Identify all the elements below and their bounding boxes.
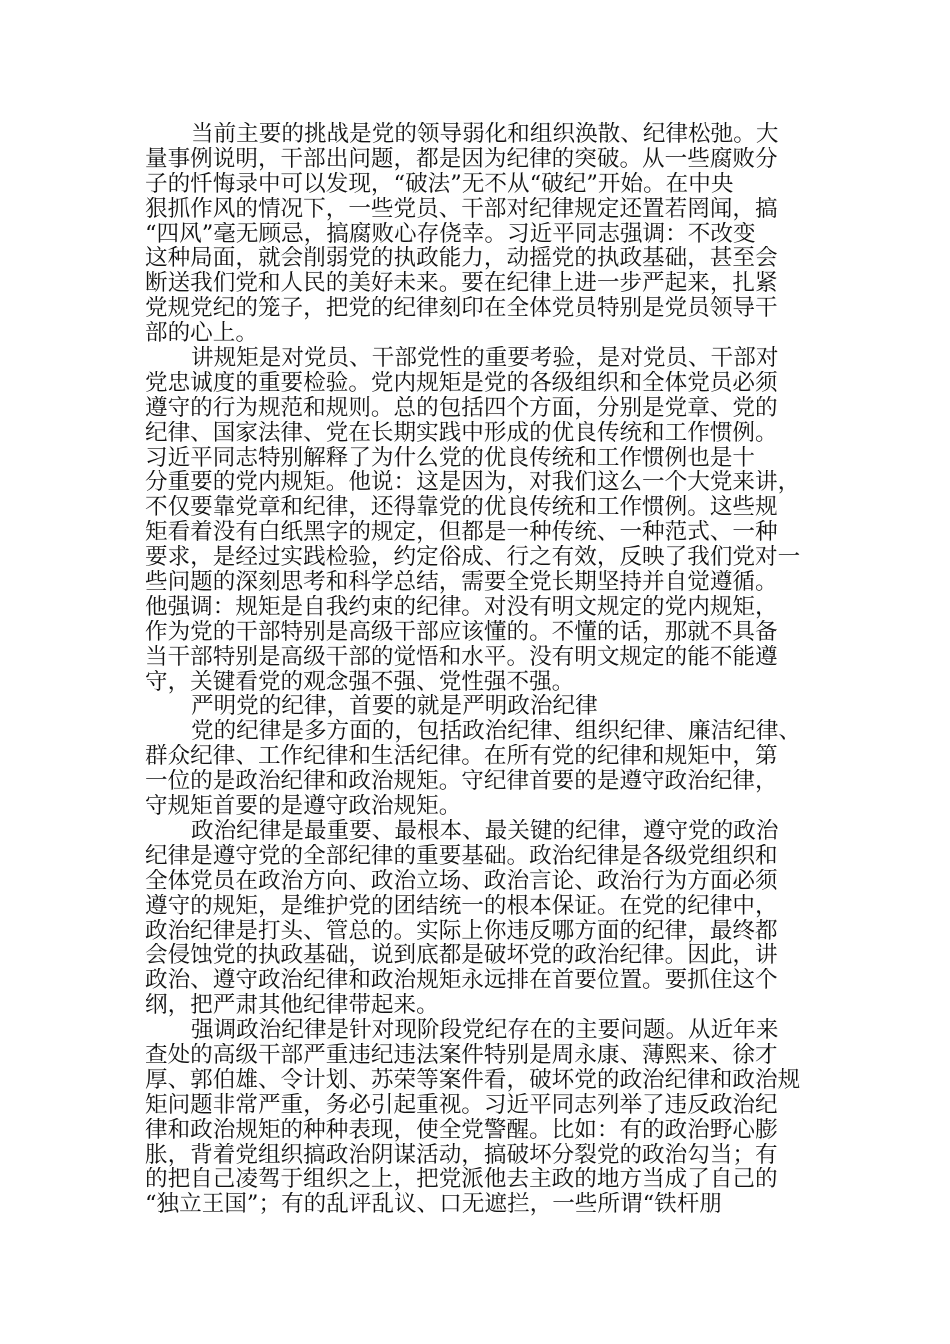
text-line: 政治纪律是打头、管总的。实际上你违反哪方面的纪律，最终都 (145, 918, 778, 944)
text-line: 一位的是政治纪律和政治规矩。守纪律首要的是遵守政治纪律， (145, 769, 778, 795)
text-line: 胀，背着党组织搞政治阴谋活动，搞破坏分裂党的政治勾当；有 (145, 1142, 778, 1168)
text-line: 政治纪律是最重要、最根本、最关键的纪律，遵守党的政治 (191, 818, 779, 844)
text-line: 党的纪律是多方面的，包括政治纪律、组织纪律、廉洁纪律、 (191, 719, 802, 745)
text-line: 遵守的行为规范和规则。总的包括四个方面，分别是党章、党的 (145, 395, 778, 421)
text-line: 些问题的深刻思考和科学总结，需要全党长期坚持并自觉遵循。 (145, 570, 778, 595)
text-line: 政治、遵守政治纪律和政治规矩永远排在首要位置。要抓住这个 (145, 968, 778, 994)
text-line: 守规矩首要的是遵守政治规矩。 (145, 794, 462, 819)
text-line: 狠抓作风的情况下，一些党员、干部对纪律规定还置若罔闻，搞 (145, 196, 778, 222)
text-line: 子的忏悔录中可以发现，“破法”无不从“破纪”开始。在中央 (145, 171, 734, 197)
text-line: 矩看着没有白纸黑字的规定，但都是一种传统、一种范式、一种 (145, 520, 778, 546)
text-line: “四风”毫无顾忌，搞腐败心存侥幸。习近平同志强调：不改变 (145, 221, 756, 247)
text-line: 查处的高级干部严重违纪违法案件特别是周永康、薄熙来、徐才 (145, 1042, 778, 1068)
text-line: 纪律是遵守党的全部纪律的重要基础。政治纪律是各级党组织和 (145, 843, 778, 869)
text-line: 全体党员在政治方向、政治立场、政治言论、政治行为方面必须 (145, 868, 778, 894)
text-line: 党规党纪的笼子，把党的纪律刻印在全体党员特别是党员领导干 (145, 296, 778, 322)
text-line: 严明党的纪律，首要的就是严明政治纪律 (191, 694, 598, 720)
text-line: 讲规矩是对党员、干部党性的重要考验，是对党员、干部对 (191, 346, 779, 371)
text-line: 纪律、国家法律、党在长期实践中形成的优良传统和工作惯例。 (145, 420, 778, 446)
text-line: 断送我们党和人民的美好未来。要在纪律上进一步严起来，扎紧 (145, 271, 778, 297)
text-line: 矩问题非常严重，务必引起重视。习近平同志列举了违反政治纪 (145, 1092, 778, 1118)
text-line: 厚、郭伯雄、令计划、苏荣等案件看，破坏党的政治纪律和政治规 (145, 1067, 801, 1093)
text-line: 分重要的党内规矩。他说：这是因为，对我们这么一个大党来讲， (145, 470, 801, 496)
text-line: 习近平同志特别解释了为什么党的优良传统和工作惯例也是十 (145, 445, 756, 471)
text-line: 会侵蚀党的执政基础，说到底都是破坏党的政治纪律。因此，讲 (145, 943, 778, 969)
text-line: “独立王国”；有的乱评乱议、口无遮拦，一些所谓“铁杆朋 (145, 1192, 722, 1218)
text-line: 纲，把严肃其他纪律带起来。 (145, 993, 439, 1019)
document-body (145, 122, 807, 1217)
text-line: 的把自己凌驾于组织之上，把党派他去主政的地方当成了自己的 (145, 1167, 778, 1193)
text-line: 党忠诚度的重要检验。党内规矩是党的各级组织和全体党员必须 (145, 370, 778, 396)
text-line: 作为党的干部特别是高级干部应该懂的。不懂的话，那就不具备 (145, 619, 778, 645)
text-line: 他强调：规矩是自我约束的纪律。对没有明文规定的党内规矩， (145, 594, 778, 620)
text-line: 遵守的规矩，是维护党的团结统一的根本保证。在党的纪律中， (145, 893, 778, 919)
text-line: 守，关键看党的观念强不强、党性强不强。 (145, 669, 575, 695)
text-line: 当前主要的挑战是党的领导弱化和组织涣散、纪律松弛。大 (191, 122, 779, 147)
text-line: 律和政治规矩的种种表现，使全党警醒。比如：有的政治野心膨 (145, 1117, 778, 1143)
text-line: 这种局面，就会削弱党的执政能力，动摇党的执政基础，甚至会 (145, 246, 778, 272)
text-line: 强调政治纪律是针对现阶段党纪存在的主要问题。从近年来 (191, 1018, 779, 1043)
text-line: 当干部特别是高级干部的觉悟和水平。没有明文规定的能不能遵 (145, 644, 778, 670)
text-line: 量事例说明，干部出问题，都是因为纪律的突破。从一些腐败分 (145, 146, 778, 172)
text-line: 不仅要靠党章和纪律，还得靠党的优良传统和工作惯例。这些规 (145, 495, 778, 521)
text-line: 要求，是经过实践检验，约定俗成、行之有效，反映了我们党对一 (145, 545, 801, 571)
text-line: 部的心上。 (145, 321, 258, 347)
text-line: 群众纪律、工作纪律和生活纪律。在所有党的纪律和规矩中，第 (145, 744, 778, 770)
